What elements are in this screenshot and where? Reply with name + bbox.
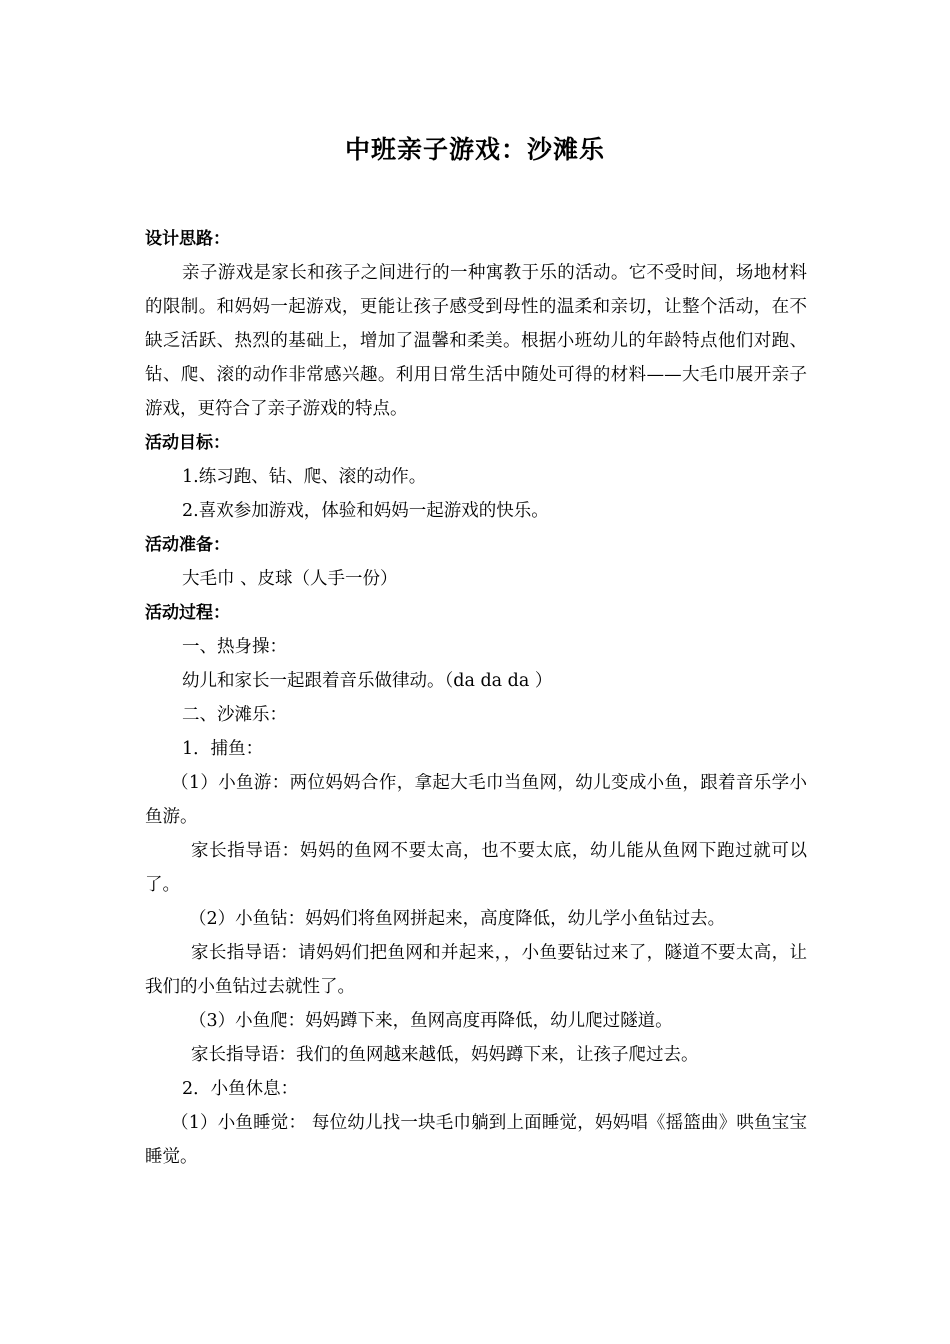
parent-guide-2: 家长指导语：请妈妈们把鱼网和并起来，，小鱼要钻过来了，隧道不要太高，让我们的小鱼钻过去就性了。 bbox=[145, 943, 807, 997]
prep-paragraph: 大毛巾 、皮球（人手一份） bbox=[182, 569, 398, 589]
process-step-1: 一、热身操： bbox=[182, 637, 287, 657]
process-step-2: 二、沙滩乐： bbox=[182, 705, 287, 725]
process-step-1-text: 幼儿和家长一起跟着音乐做律动。（da da da ） bbox=[182, 671, 553, 691]
activity-item-3: （3）小鱼爬：妈妈蹲下来，鱼网高度再降低，幼儿爬过隧道。 bbox=[189, 1011, 673, 1031]
sub-heading-fishing: 1．捕鱼： bbox=[182, 739, 264, 759]
parent-guide-3: 家长指导语：我们的鱼网越来越低，妈妈蹲下来，让孩子爬过去。 bbox=[191, 1045, 699, 1065]
document-body bbox=[145, 222, 807, 1174]
page-title: 中班亲子游戏：沙滩乐 bbox=[344, 135, 605, 164]
activity-item-4: （1）小鱼睡觉： 每位幼儿找一块毛巾躺到上面睡觉，妈妈唱《摇篮曲》哄鱼宝宝睡觉。 bbox=[145, 1113, 807, 1167]
section-heading-prep: 活动准备： bbox=[145, 535, 230, 555]
section-heading-process: 活动过程： bbox=[145, 603, 230, 623]
design-paragraph: 亲子游戏是家长和孩子之间进行的一种寓教于乐的活动。它不受时间，场地材料的限制。和妈妈一起游戏，更能让孩子感受到母性的温柔和亲切，让整个活动，在不缺乏活跃、热烈的基础上，增加了温馨和柔美。根据小班幼儿的年龄特点他们对跑、钻、爬、滚的动作非常感兴趣。利用日常生活中随处可得的材料——大毛巾展开亲子游戏，更符合了亲子游戏的特点。 bbox=[145, 263, 807, 419]
section-heading-design: 设计思路： bbox=[145, 229, 230, 249]
activity-item-1: （1）小鱼游：两位妈妈合作，拿起大毛巾当鱼网，幼儿变成小鱼，跟着音乐学小鱼游。 bbox=[145, 773, 807, 827]
goal-item-1: 1.练习跑、钻、爬、滚的动作。 bbox=[182, 467, 427, 487]
sub-heading-rest: 2．小鱼休息： bbox=[182, 1079, 299, 1099]
parent-guide-1: 家长指导语：妈妈的鱼网不要太高，也不要太底，幼儿能从鱼网下跑过就可以了。 bbox=[145, 841, 807, 895]
activity-item-2: （2）小鱼钻：妈妈们将鱼网拼起来，高度降低，幼儿学小鱼钻过去。 bbox=[189, 909, 726, 929]
section-heading-goals: 活动目标： bbox=[145, 433, 230, 453]
goal-item-2: 2.喜欢参加游戏，体验和妈妈一起游戏的快乐。 bbox=[182, 501, 549, 521]
